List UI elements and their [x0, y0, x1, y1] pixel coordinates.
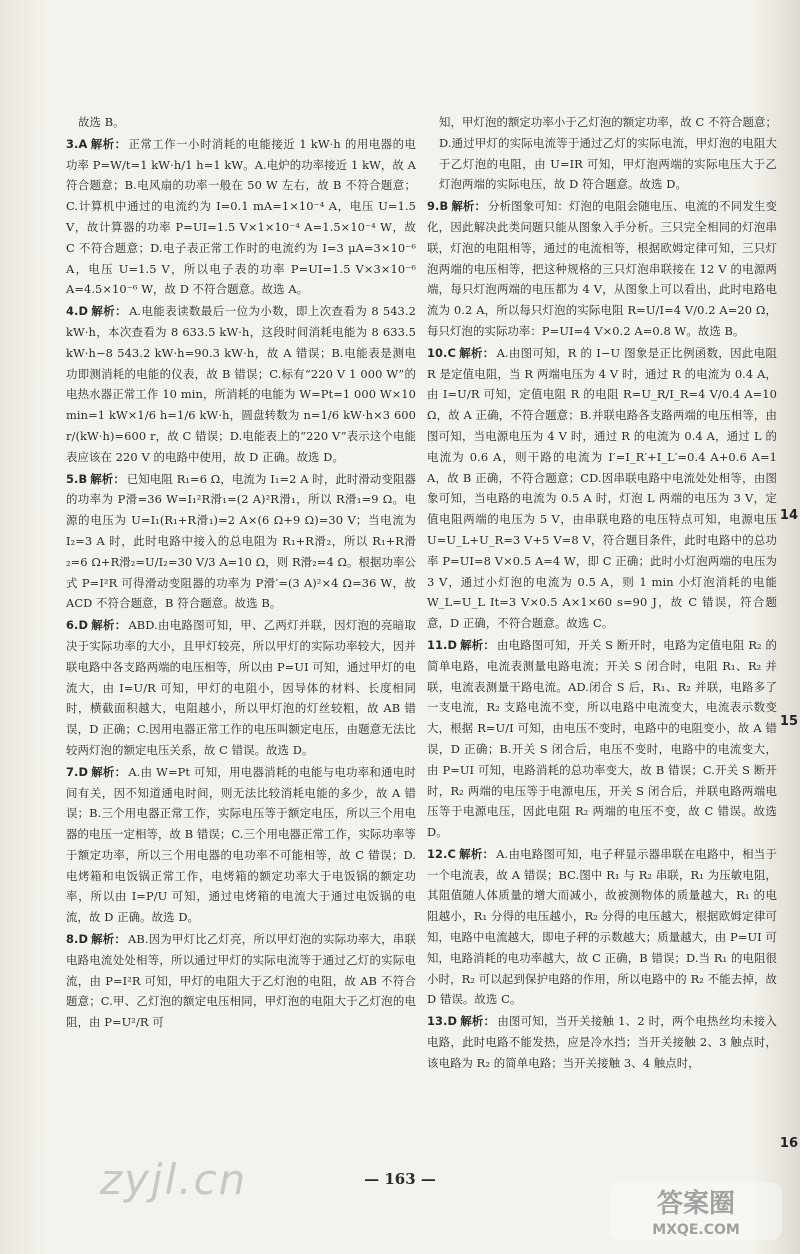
question-answer: [66, 929, 416, 1033]
answer-text: A.电能表读数最后一位为小数，即上次查看为 8 543.2 kW·h，本次查看为 8 633.5 kW·h，这段时间消耗电能为 8 633.5 kW·h−8 543.2 kW·h=90.3 kW·h，故 A 错误；B.电能表是测电功即测消耗的电能的仪表，故 B 错误；C.标有“220 V 1 000 W”的电热水器正常工作 10 min，所消耗的电能为 W=Pt=1 000 W×10 min=1 kW×1/6 h=1/6 kW·h，圆盘转数为 n=1/6 kW·h×3 600 r/(kW·h)=600 r，故 C 错误；D.电能表上的“220 V”表示这个电能表应该在 220 V 的电路中使用，故 D 正确。故选 D。: [66, 304, 416, 464]
analysis-label: 解析：: [460, 637, 495, 652]
question-answer: [427, 844, 777, 1010]
watermark: zyjl.cn: [100, 1155, 248, 1204]
svg-text:答案圈: 答案圈: [656, 1189, 736, 1219]
question-answer: [66, 301, 416, 467]
analysis-label: 解析：: [451, 199, 487, 214]
question-number: 11.D: [427, 637, 458, 652]
analysis-label: 解析：: [90, 471, 125, 486]
analysis-label: 解析：: [458, 846, 495, 861]
answer-text: A.由图可知，R 的 I−U 图象是正比例函数，因此电阻 R 是定值电阻，当 R 两端电压为 4 V 时，通过 R 的电流为 0.4 A，由 I=U/R 可知，定值电阻 R 的电阻 R=U_R/I_R=4 V/0.4 A=10 Ω，故 A 正确，不符合题意；B.并联电路各支路两端的电压相等，由图可知，当电源电压为 4 V 时，通过 R 的电流为 0.4 A，通过 L 的电流为 0.6 A，则干路的电流为 I′=I_R′+I_L′=0.4 A+0.6 A=1 A，故 B 正确，不符合题意；CD.因串联电路中电流处处相等，由图象可知，当电路的电流为 0.5 A 时，灯泡 L 两端的电压为 3 V，定值电阻两端的电压为 5 V，由串联电路的电压特点可知，电源电压 U=U_L+U_R=3 V+5 V=8 V，符合题目条件，此时电路中的总功率 P=UI=8 V×0.5 A=4 W，即 C 正确；此时小灯泡两端的电压为 3 V，通过小灯泡的电流为 0.5 A，则 1 min 小灯泡消耗的电能 W_L=U_L It=3 V×0.5 A×1×60 s=90 J，故 C 错误，符合题意，D 正确，不符合题意。故选 C。: [427, 345, 777, 631]
analysis-label: 解析：: [91, 764, 127, 779]
analysis-label: 解析：: [460, 1014, 496, 1029]
question-number: 5.B: [66, 471, 88, 486]
answer-text: A.由 W=Pt 可知，用电器消耗的电能与电功率和通电时间有关，因不知道通电时间，则无法比较消耗电能的多少，故 A 错误；B.三个用电器正常工作，实际电压等于额定电压，所以三个用电器的电压一定相等，故 B 错误；C.三个用电器正常工作，实际功率等于额定功率，所以三个用电器的电功率不可能相等，故 C 错误；D.电烤箱和电饭锅正常工作，电烤箱的额定功率大于电饭锅的额定功率，所以由 I=P/U 可知，通过电烤箱的电流大于通过电饭锅的电流，故 D 正确。故选 D。: [66, 764, 416, 925]
analysis-label: 解析：: [91, 932, 127, 947]
answer-text: ABD.由电路图可知，甲、乙两灯并联，因灯泡的亮暗取决于实际功率的大小，且甲灯较亮，所以甲灯的实际功率较大，因并联电路中各支路两端的电压相等，所以由 P=UI 可知，通过甲灯的电流大，由 I=U/R 可知，甲灯的电阻小，因导体的材料、长度相同时，横截面积越大，电阻越小，所以甲灯泡的灯丝较粗，故 AB 错误，D 正确；C.因用电器正常工作的电压叫额定电压，由题意无法比较两灯泡的额定电压关系，故 C 错误。故选 D。: [66, 618, 416, 757]
answer-text: 由电路图可知，开关 S 断开时，电路为定值电阻 R₂ 的简单电路，电流表测量电路电流；开关 S 闭合时，电阻 R₁、R₂ 并联，电流表测量干路电流。AD.闭合 S 后，R₁、R₂ 并联，电路多了一支电流，R₂ 支路电流不变，所以电路中电流变大，电流表示数变大，根据 R=U/I 可知，由电压不变时，电路中的电阻变小，故 A 错误，D 正确；B.开关 S 闭合后，电压不变时，电路中的电流变大，由 P=UI 可知，电路消耗的总功率变大，故 B 错误；C.开关 S 断开时，R₂ 两端的电压等于电源电压，开关 S 闭合后，并联电路两端电压等于电源电压，因此电阻 R₂ 两端的电压不变，故 C 错误。故选 D。: [427, 637, 777, 840]
question-number: 7.D: [66, 764, 89, 779]
analysis-label: 解析：: [458, 345, 495, 360]
edge-label: 14: [779, 508, 798, 523]
question-number: 12.C: [427, 846, 456, 861]
question-answer: [427, 635, 777, 843]
right-column: [427, 112, 777, 1074]
svg-text:MXQE.COM: MXQE.COM: [652, 1222, 740, 1238]
left-column: [66, 112, 416, 1033]
question-number: 10.C: [427, 345, 456, 360]
answer-text: AB.因为甲灯比乙灯亮，所以甲灯泡的实际功率大，串联电路电流处处相等，所以通过甲灯的实际电流等于通过乙灯的实际电流，由 P=I²R 可知，甲灯的电阻大于乙灯泡的电阻，故 AB 不符合题意；C.甲、乙灯泡的额定电压相同，甲灯泡的电阻大于乙灯泡的电阻，由 P=U²/R 可: [66, 932, 416, 1030]
question-number: 3.A: [66, 136, 88, 151]
analysis-label: 解析：: [90, 136, 127, 151]
question-number: 6.D: [66, 618, 89, 633]
question-answer: [66, 134, 416, 300]
question-number: 4.D: [66, 304, 89, 319]
question-answer: [427, 196, 777, 342]
site-logo: [606, 1176, 786, 1246]
question-answer: [427, 343, 777, 634]
answer-text: 知，甲灯泡的额定功率小于乙灯泡的额定功率，故 C 不符合题意；D.通过甲灯的实际电流等于通过乙灯的实际电流，甲灯泡的电阻大于乙灯泡的电阻，由 U=IR 可知，甲灯泡两端的实际电压大于乙灯泡两端的实际电压，故 D 符合题意。故选 D。: [439, 115, 777, 192]
page-number: — 163 —: [364, 1170, 436, 1188]
analysis-label: 解析：: [91, 618, 127, 633]
answer-text: 故选 B。: [78, 115, 125, 129]
edge-label: 16: [779, 1136, 798, 1151]
question-number: 13.D: [427, 1014, 458, 1029]
question-answer: [66, 762, 416, 928]
answer-text: 正常工作一小时消耗的电能接近 1 kW·h 的用电器的电功率 P=W/t=1 kW·h/1 h=1 kW。A.电炉的功率接近 1 kW，故 A 符合题意；B.电风扇的功率一般在 50 W 左右，故 B 不符合题意；C.计算机中通过的电流约为 I=0.1 mA=1×10⁻⁴ A，电压 U=1.5 V，故计算器的功率 P=UI=1.5 V×1×10⁻⁴ A=1.5×10⁻⁴ W，故 C 不符合题意；D.电子表正常工作时的电流约为 I=3 μA=3×10⁻⁶ A，电压 U=1.5 V，所以电子表的功率 P=UI=1.5 V×3×10⁻⁶ A=4.5×10⁻⁶ W，故 D 不符合题意。故选 A。: [66, 136, 416, 297]
question-answer: [66, 615, 416, 761]
edge-label: 15: [779, 714, 798, 729]
answer-text: 分析图象可知：灯泡的电阻会随电压、电流的不同发生变化，因此解决此类问题只能从图象入手分析。三只完全相同的灯泡串联，灯泡的电阻相等，通过的电流相等，根据欧姆定律可知，三只灯泡两端的电压相等，把这种规格的三只灯泡串联接在 12 V 的电源两端，每只灯泡两端的电压都为 4 V，从图象上可以看出，此时电路电流为 0.2 A，所以每只灯泡的实际电阻 R=U/I=4 V/0.2 A=20 Ω，每只灯泡的实际功率：P=UI=4 V×0.2 A=0.8 W。故选 B。: [427, 199, 777, 338]
question-number: 8.D: [66, 932, 89, 947]
answer-text: 已知电阻 R₁=6 Ω，电流为 I₁=2 A 时，此时滑动变阻器的功率为 P滑=36 W=I₁²R滑₁=(2 A)²R滑₁，所以 R滑₁=9 Ω。电源的电压为 U=I₁(R₁+R滑₁)=2 A×(6 Ω+9 Ω)=30 V；当电流为 I₂=3 A 时，此时电路中接入的总电阻为 R₁+R滑₂，所以 R₁+R滑₂=6 Ω+R滑₂=U/I₂=30 V/3 A=10 Ω，则 R滑₂=4 Ω。根据功率公式 P=I²R 可得滑动变阻器的功率为 P滑′=(3 A)²×4 Ω=36 W，故 ACD 不符合题意，B 符合题意。故选 B。: [66, 471, 417, 611]
continuation-text: [427, 112, 777, 195]
answer-text: A.由电路图可知，电子秤显示器串联在电路中，相当于一个电流表，故 A 错误；BC.图中 R₁ 与 R₂ 串联，R₁ 为压敏电阻，其阻值随人体质量的增大而减小，故被测物体的质量越大，R₁ 的电阻越小，R₁ 分得的电压越小，R₂ 分得的电压越大，根据欧姆定律可知，电路中电流越大，即电子秤的示数越大；质量越大，由 P=UI 可知，电路消耗的电功率越大，故 C 正确，B 错误；D.当 R₁ 的电阻很小时，R₂ 可以起到保护电路的作用，所以电路中的 R₂ 不能去掉，故 D 错误。故选 C。: [427, 846, 777, 1007]
question-number: 9.B: [427, 199, 449, 214]
question-answer: [427, 1011, 777, 1073]
analysis-label: 解析：: [91, 304, 128, 319]
answer-text: 由图可知，当开关接触 1、2 时，两个电热丝均未接入电路，此时电路不能发热，应是冷水挡；当开关接触 2、3 触点时，该电路为 R₂ 的简单电路；当开关接触 3、4 触点时，: [427, 1014, 777, 1070]
continuation-text: [66, 112, 416, 133]
question-answer: [66, 469, 416, 615]
